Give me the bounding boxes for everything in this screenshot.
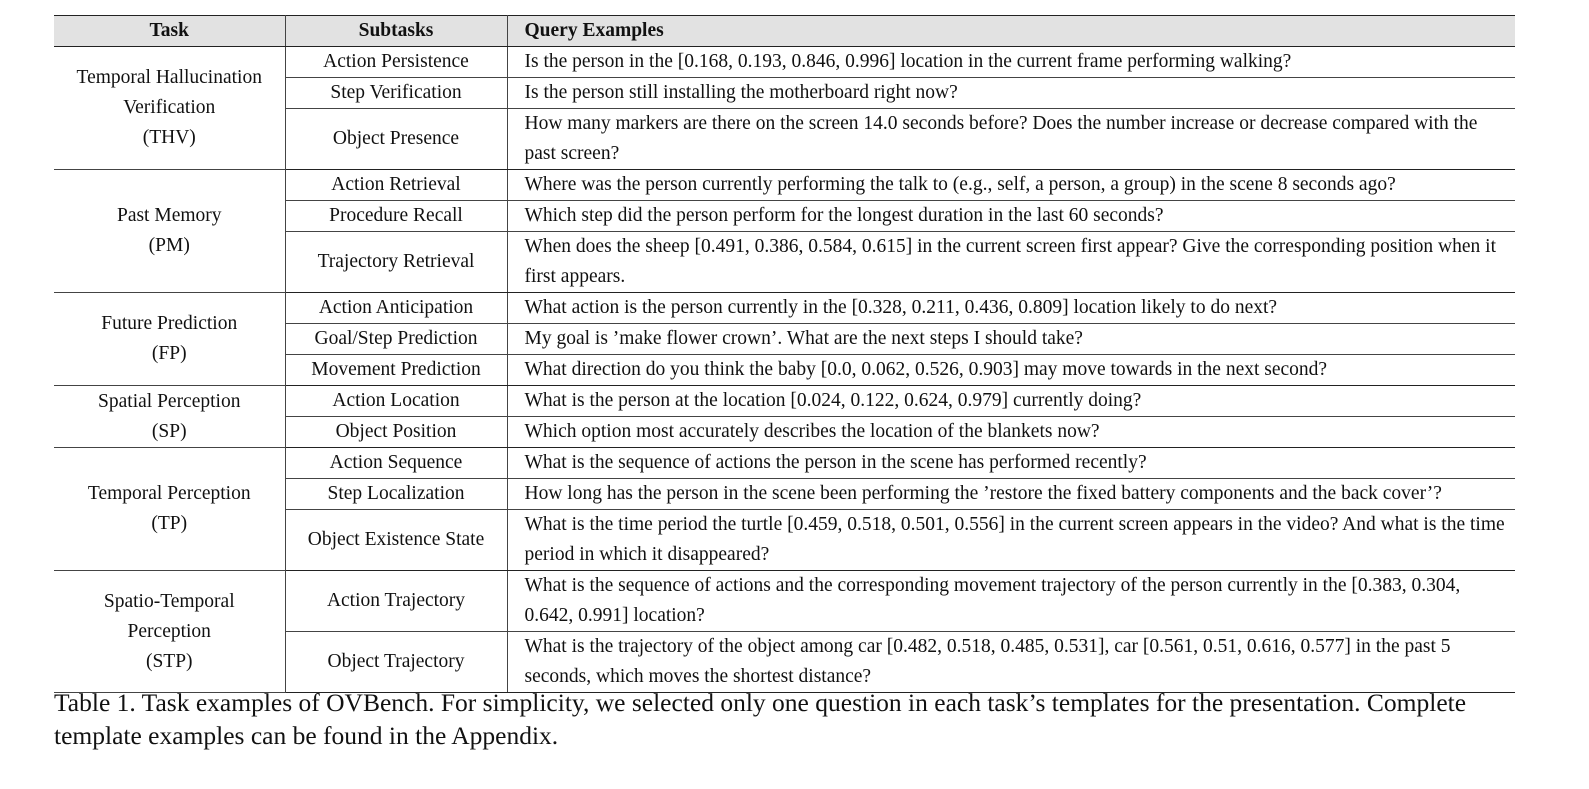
table-row	[54, 170, 1515, 201]
task-line: (FP)	[151, 343, 187, 364]
query-cell: Is the person in the [0.168, 0.193, 0.846, 0.996] location in the current frame performing walking?	[507, 47, 1515, 78]
query-cell: How many markers are there on the screen 14.0 seconds before? Does the number increase or decrease compared with the past screen?	[507, 109, 1515, 170]
task-line: (TP)	[151, 513, 188, 534]
task-line: Perception	[127, 620, 211, 642]
subtask-cell: Action Persistence	[285, 47, 507, 78]
task-line: (SP)	[151, 420, 187, 442]
table-row	[54, 47, 1515, 78]
subtask-cell: Procedure Recall	[285, 201, 507, 232]
table-row	[54, 571, 1515, 632]
query-cell: What direction do you think the baby [0.0, 0.062, 0.526, 0.903] may move towards in the next second?	[507, 355, 1515, 386]
query-cell: Which option most accurately describes the location of the blankets now?	[507, 417, 1515, 448]
subtask-cell: Action Trajectory	[285, 571, 507, 632]
query-cell: Where was the person currently performing the talk to (e.g., self, a person, a group) in the scene 8 seconds ago?	[507, 170, 1515, 201]
task-examples-table-container	[54, 15, 1515, 693]
subtask-cell: Object Presence	[285, 109, 507, 170]
query-cell: What is the trajectory of the object among car [0.482, 0.518, 0.485, 0.531], car [0.561, 0.51, 0.616, 0.577] in the past 5 seconds, which moves the shortest distance?	[507, 632, 1515, 693]
task-line: Past Memory	[116, 205, 222, 226]
subtask-cell: Movement Prediction	[285, 355, 507, 386]
task-line: Spatio-Temporal	[103, 590, 235, 612]
subtask-cell: Object Position	[285, 417, 507, 448]
table-caption: Table 1. Task examples of OVBench. For simplicity, we selected only one question in each task’s templates for the presentation. Complete template examples can be found in the Appendix.	[54, 688, 1467, 750]
task-line: Future Prediction	[101, 313, 238, 334]
query-cell: What is the time period the turtle [0.459, 0.518, 0.501, 0.556] in the current screen appears in the video? And what is the time period in which it disappeared?	[507, 510, 1515, 571]
task-line: (PM)	[148, 235, 190, 256]
task-cell-stp	[54, 571, 285, 693]
task-examples-table	[54, 15, 1515, 693]
header-query-examples: Query Examples	[507, 16, 1515, 47]
subtask-cell: Action Sequence	[285, 448, 507, 479]
subtask-cell: Action Anticipation	[285, 293, 507, 324]
query-cell: My goal is ’make flower crown’. What are the next steps I should take?	[507, 324, 1515, 355]
table-row	[54, 386, 1515, 417]
task-cell-thv	[54, 47, 285, 170]
query-cell: What action is the person currently in the [0.328, 0.211, 0.436, 0.809] location likely to do next?	[507, 293, 1515, 324]
query-cell: How long has the person in the scene been performing the ’restore the fixed battery components and the back cover’?	[507, 479, 1515, 510]
query-cell: What is the person at the location [0.024, 0.122, 0.624, 0.979] currently doing?	[507, 386, 1515, 417]
query-cell: What is the sequence of actions the person in the scene has performed recently?	[507, 448, 1515, 479]
task-cell-pm	[54, 170, 285, 293]
table-row	[54, 293, 1515, 324]
task-line: (STP)	[145, 650, 193, 672]
subtask-cell: Object Trajectory	[285, 632, 507, 693]
subtask-cell: Step Localization	[285, 479, 507, 510]
header-task: Task	[54, 16, 285, 47]
task-line: Spatial Perception	[98, 390, 241, 412]
table-header-row	[54, 16, 1515, 47]
task-line: Temporal Perception	[87, 483, 251, 504]
query-cell: What is the sequence of actions and the corresponding movement trajectory of the person currently in the [0.383, 0.304, 0.642, 0.991] location?	[507, 571, 1515, 632]
subtask-cell: Goal/Step Prediction	[285, 324, 507, 355]
task-line: (THV)	[142, 127, 196, 148]
subtask-cell: Trajectory Retrieval	[285, 232, 507, 293]
task-cell-tp	[54, 448, 285, 571]
task-line: Verification	[123, 97, 216, 118]
subtask-cell: Object Existence State	[285, 510, 507, 571]
task-cell-sp	[54, 386, 285, 448]
subtask-cell: Action Location	[285, 386, 507, 417]
query-cell: Is the person still installing the motherboard right now?	[507, 78, 1515, 109]
header-subtasks: Subtasks	[285, 16, 507, 47]
task-line: Temporal Hallucination	[76, 67, 262, 88]
task-cell-fp	[54, 293, 285, 386]
subtask-cell: Step Verification	[285, 78, 507, 109]
query-cell: Which step did the person perform for the longest duration in the last 60 seconds?	[507, 201, 1515, 232]
table-row	[54, 448, 1515, 479]
subtask-cell: Action Retrieval	[285, 170, 507, 201]
query-cell: When does the sheep [0.491, 0.386, 0.584, 0.615] in the current screen first appear? Give the corresponding position when it first appears.	[507, 232, 1515, 293]
